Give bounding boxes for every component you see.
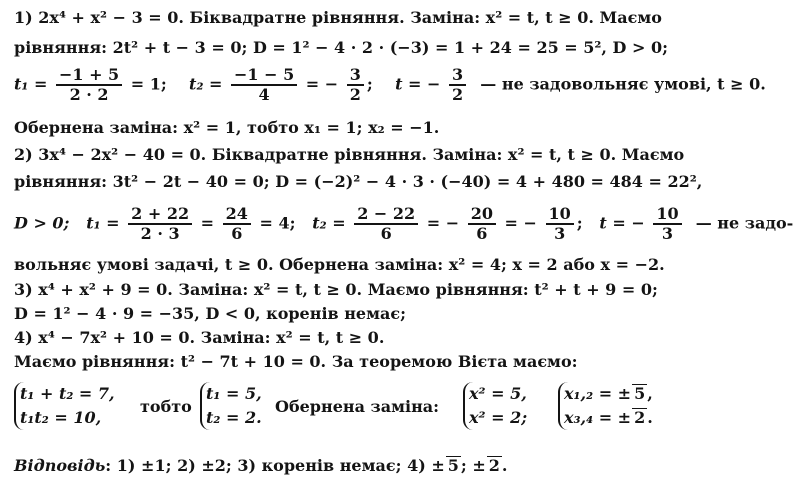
s1-t2-lhs: t₂ =: [189, 74, 223, 94]
answer-mid: ; ±: [460, 456, 486, 475]
s4-system-roots-t: [200, 382, 262, 430]
s2-t3-lhs: t = −: [599, 213, 645, 233]
s2-t1-num: 2 + 22: [128, 205, 192, 225]
s4-sys3-b: x² = 2;: [469, 408, 528, 427]
s1-t2-fden: 2: [349, 85, 361, 104]
s1-t2-num: −1 − 5: [231, 66, 297, 86]
s1-t1-den: 2 · 2: [69, 85, 109, 104]
s2-t1-fnum: 24: [223, 205, 251, 225]
s2-roots-line: [14, 205, 793, 243]
s2-t2-gnum: 10: [546, 205, 574, 225]
s2-t1-value: = 4;: [259, 213, 296, 233]
s1-t2-den: 4: [258, 85, 270, 104]
s2-t3-num: 10: [653, 205, 681, 225]
s2-t1-den: 2 · 3: [140, 224, 180, 243]
s2-line-1: 2) 3x⁴ − 2x² − 40 = 0. Біквадратне рівняння. Заміна: x² = t, t ≥ 0. Маємо: [14, 145, 685, 164]
s1-line-4: Обернена заміна: x² = 1, тобто x₁ = 1; x₂ = −1.: [14, 118, 440, 137]
s2-t2-num: 2 − 22: [354, 205, 418, 225]
s4-sys4-b-root: 2: [634, 408, 646, 427]
s4-sys4-a: [564, 382, 653, 406]
s1-roots-line: [14, 66, 766, 104]
s2-t3-note: — не задо-: [695, 213, 793, 233]
answer-root-2: 2: [488, 456, 500, 475]
s4-system-x-roots: [558, 382, 653, 430]
s1-t2-fraction: [231, 66, 297, 104]
s1-line-2: рівняння: 2t² + t − 3 = 0; D = 1² − 4 · 2 · (−3) = 1 + 24 = 25 = 5², D > 0;: [14, 38, 669, 57]
s1-t3-den: 2: [452, 85, 464, 104]
s4-sys3-a: x² = 5,: [469, 384, 527, 403]
s2-t1-simplified: [223, 205, 251, 243]
s4-sys2-a: t₁ = 5,: [206, 384, 262, 403]
s1-t1-num: −1 + 5: [56, 66, 122, 86]
s2-t1-eq: =: [200, 213, 215, 233]
s4-system-vieta: [14, 382, 115, 430]
answer-end: .: [501, 456, 508, 475]
s1-t3-note: — не задовольняє умові, t ≥ 0.: [480, 74, 766, 94]
s4-line-1: 4) x⁴ − 7x² + 10 = 0. Заміна: x² = t, t ≥ 0.: [14, 328, 385, 347]
s1-t1-value: = 1;: [130, 74, 167, 94]
s4-sys4-b-end: .: [647, 408, 653, 427]
s4-sys4-a-lhs: x₁,₂ = ±: [564, 384, 632, 403]
s2-line-4: вольняє умові задачі, t ≥ 0. Обернена заміна: x² = 4; x = 2 або x = −2.: [14, 255, 665, 274]
s3-line-1: 3) x⁴ + x² + 9 = 0. Заміна: x² = t, t ≥ 0. Маємо рівняння: t² + t + 9 = 0;: [14, 280, 658, 299]
s1-t1-lhs: t₁ =: [14, 74, 48, 94]
s1-t3-lhs: t = −: [395, 74, 441, 94]
s2-t2-fden: 6: [476, 224, 488, 243]
s4-tobto: тобто: [140, 397, 192, 416]
s2-t1-fden: 6: [231, 224, 243, 243]
s4-sys4-b: [564, 406, 653, 430]
answer-line: [14, 456, 508, 476]
s2-t2-end: ;: [576, 213, 583, 233]
answer-text: : 1) ±1; 2) ±2; 3) коренів немає; 4) ±: [105, 456, 445, 475]
s3-line-2: D = 1² − 4 · 9 = −35, D < 0, коренів немає;: [14, 304, 407, 323]
s2-t2-fraction: [354, 205, 418, 243]
s4-sys2-b: t₂ = 2.: [206, 408, 262, 427]
answer-root-1: 5: [447, 456, 459, 475]
s1-line-1: 1) 2x⁴ + x² − 3 = 0. Біквадратне рівняння. Заміна: x² = t, t ≥ 0. Маємо: [14, 8, 662, 27]
s4-line-2: Маємо рівняння: t² − 7t + 10 = 0. За теоремою Вієта маємо:: [14, 352, 578, 371]
s1-t2-end: ;: [366, 74, 373, 94]
s4-sys4-a-end: ,: [647, 384, 653, 403]
s4-system-x-squared: [463, 382, 527, 430]
s4-sys1-b: t₁t₂ = 10,: [20, 408, 102, 427]
s2-t1-fraction: [128, 205, 192, 243]
s4-sys4-b-lhs: x₃,₄ = ±: [564, 408, 632, 427]
s2-t2-gden: 3: [554, 224, 566, 243]
s2-t2-den: 6: [380, 224, 392, 243]
s1-t2-simplified: [347, 66, 364, 104]
s4-sys1-a: t₁ + t₂ = 7,: [20, 384, 115, 403]
s1-t2-fnum: 3: [347, 66, 364, 86]
s4-back-substitution: Обернена заміна:: [275, 397, 440, 416]
s2-t3-fraction: [653, 205, 681, 243]
s1-t1-fraction: [56, 66, 122, 104]
s2-t2-fnum: 20: [468, 205, 496, 225]
s4-sys4-a-root: 5: [634, 384, 646, 403]
answer-label: Відповідь: [14, 456, 106, 475]
s2-t3-den: 3: [661, 224, 674, 243]
s2-t2-simplified: [546, 205, 574, 243]
s1-t3-num: 3: [449, 66, 466, 86]
s1-t3-fraction: [449, 66, 466, 104]
s1-t2-eq: = −: [305, 74, 339, 94]
s2-line-2: рівняння: 3t² − 2t − 40 = 0; D = (−2)² − 4 · 3 · (−40) = 4 + 480 = 484 = 22²,: [14, 172, 703, 191]
s2-t1-lhs: t₁ =: [86, 213, 120, 233]
s2-cond: D > 0;: [14, 213, 70, 233]
s2-t2-step: [468, 205, 496, 243]
s2-t2-eq: = −: [426, 213, 460, 233]
s2-t2-eq2: = −: [504, 213, 537, 233]
s2-t2-lhs: t₂ =: [312, 213, 346, 233]
